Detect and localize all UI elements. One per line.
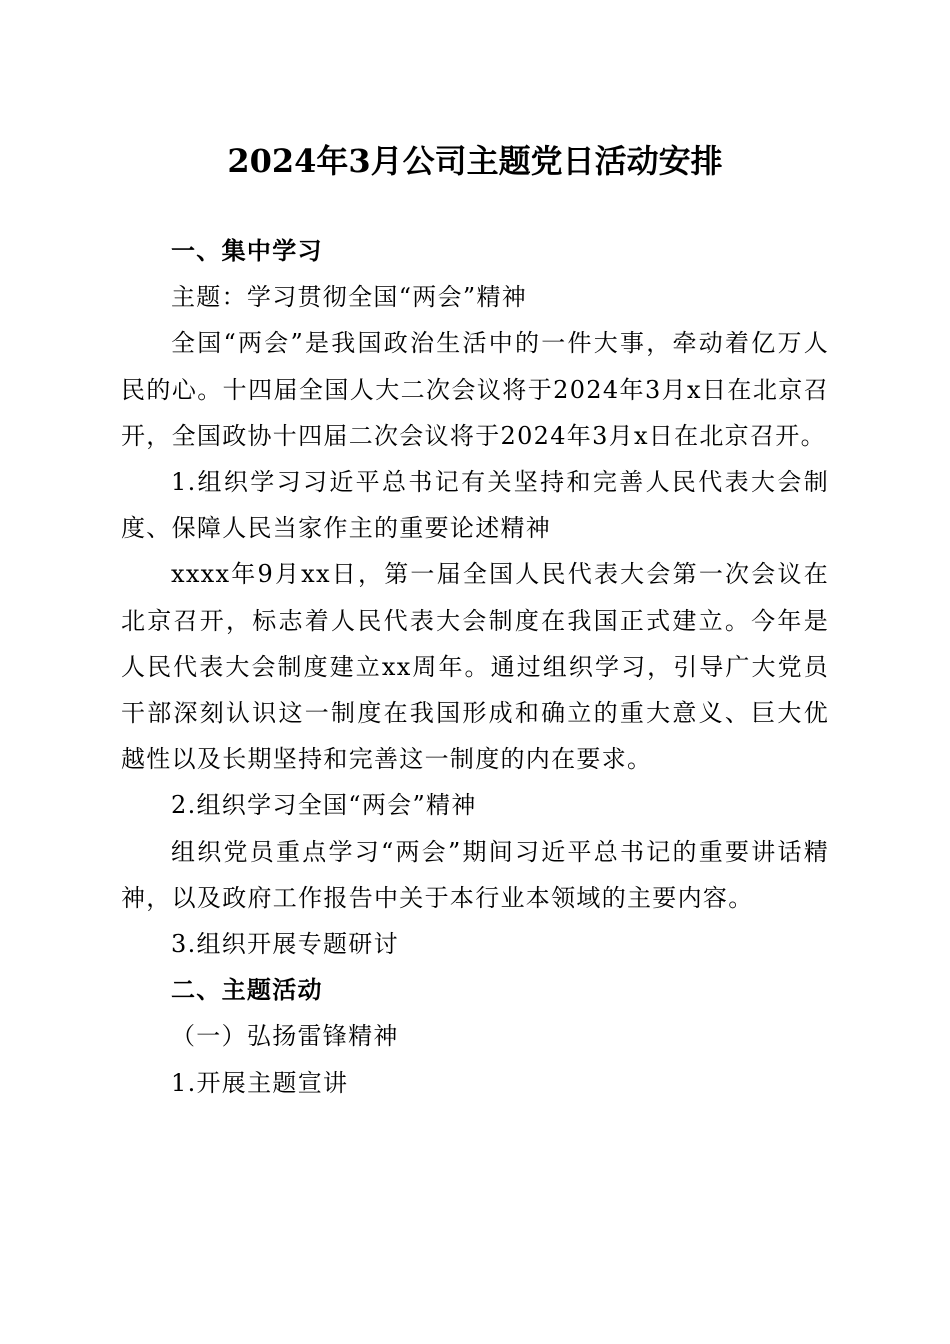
- document-body: [121, 228, 829, 1106]
- section-heading-theme-activities: 二、主题活动: [171, 976, 323, 1005]
- paragraph-two-sessions-intro: 全国“两会”是我国政治生活中的一件大事，牵动着亿万人民的心。十四届全国人大二次会议将于2024年3月x日在北京召开，全国政协十四届二次会议将于2024年3月x日在北京召开。: [121, 329, 829, 450]
- study-theme: 主题：学习贯彻全国“两会”精神: [171, 283, 528, 312]
- item-1-theme-lecture: 1.开展主题宣讲: [171, 1068, 349, 1097]
- paragraph-peoples-congress: xxxx年9月xx日，第一届全国人民代表大会第一次会议在北京召开，标志着人民代表大会制度在我国正式建立。今年是人民代表大会制度建立xx周年。通过组织学习，引导广大党员干部深刻认识这一制度在我国形成和确立的重大意义、巨大优越性以及长期坚持和完善这一制度的内在要求。: [121, 560, 829, 774]
- item-3-heading: 3.组织开展专题研讨: [171, 930, 399, 959]
- item-1-heading: 1.组织学习习近平总书记有关坚持和完善人民代表大会制度、保障人民当家作主的重要论述精神: [121, 468, 829, 543]
- subsection-heading-lei-feng: （一）弘扬雷锋精神: [171, 1022, 399, 1051]
- document-title: 2024年3月公司主题党日活动安排: [227, 142, 723, 180]
- paragraph-key-study: 组织党员重点学习“两会”期间习近平总书记的重要讲话精神，以及政府工作报告中关于本行业本领域的主要内容。: [121, 837, 829, 912]
- item-2-heading: 2.组织学习全国“两会”精神: [171, 791, 477, 820]
- section-heading-centralized-study: 一、集中学习: [171, 237, 323, 265]
